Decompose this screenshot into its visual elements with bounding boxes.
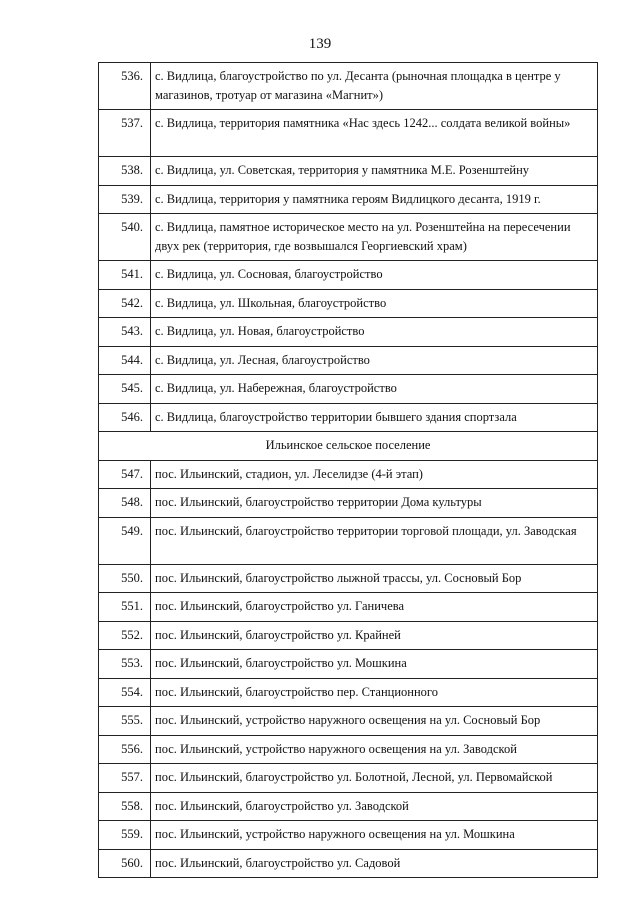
section-title: Ильинское сельское поселение xyxy=(99,432,598,461)
table-row xyxy=(99,157,598,186)
table-row xyxy=(99,764,598,793)
row-description: пос. Ильинский, устройство наружного освещения на ул. Сосновый Бор xyxy=(151,707,598,736)
table-row xyxy=(99,63,598,110)
table-row xyxy=(99,650,598,679)
row-number: 552. xyxy=(99,621,151,650)
row-description: пос. Ильинский, благоустройство ул. Крайней xyxy=(151,621,598,650)
table-row xyxy=(99,707,598,736)
table-row xyxy=(99,403,598,432)
row-number: 541. xyxy=(99,261,151,290)
row-description: с. Видлица, ул. Сосновая, благоустройство xyxy=(151,261,598,290)
row-number: 537. xyxy=(99,110,151,157)
row-number: 543. xyxy=(99,318,151,347)
row-description: пос. Ильинский, благоустройство территории Дома культуры xyxy=(151,489,598,518)
row-number: 536. xyxy=(99,63,151,110)
row-description: пос. Ильинский, благоустройство ул. Ганичева xyxy=(151,593,598,622)
table-row xyxy=(99,110,598,157)
table-row xyxy=(99,489,598,518)
row-description: с. Видлица, ул. Советская, территория у памятника М.Е. Розенштейну xyxy=(151,157,598,186)
row-description: пос. Ильинский, благоустройство ул. Садовой xyxy=(151,849,598,878)
row-number: 547. xyxy=(99,460,151,489)
row-number: 545. xyxy=(99,375,151,404)
row-number: 553. xyxy=(99,650,151,679)
table-row xyxy=(99,261,598,290)
row-number: 555. xyxy=(99,707,151,736)
row-number: 549. xyxy=(99,517,151,564)
table-row xyxy=(99,678,598,707)
row-number: 551. xyxy=(99,593,151,622)
row-description: пос. Ильинский, благоустройство пер. Станционного xyxy=(151,678,598,707)
table-row xyxy=(99,346,598,375)
row-number: 546. xyxy=(99,403,151,432)
table-row xyxy=(99,621,598,650)
row-description: с. Видлица, ул. Школьная, благоустройство xyxy=(151,289,598,318)
table-row xyxy=(99,185,598,214)
table-row xyxy=(99,318,598,347)
row-description: пос. Ильинский, стадион, ул. Леселидзе (4-й этап) xyxy=(151,460,598,489)
row-number: 539. xyxy=(99,185,151,214)
row-description: с. Видлица, благоустройство по ул. Десанта (рыночная площадка в центре у магазинов, тротуар от магазина «Магнит») xyxy=(151,63,598,110)
row-description: с. Видлица, территория памятника «Нас здесь 1242... солдата великой войны» xyxy=(151,110,598,157)
table-row xyxy=(99,517,598,564)
row-number: 538. xyxy=(99,157,151,186)
table-row xyxy=(99,289,598,318)
table-row xyxy=(99,821,598,850)
row-description: с. Видлица, ул. Лесная, благоустройство xyxy=(151,346,598,375)
row-number: 557. xyxy=(99,764,151,793)
table-row xyxy=(99,375,598,404)
row-description: с. Видлица, памятное историческое место на ул. Розенштейна на пересечении двух рек (территория, где возвышался Георгиевский храм) xyxy=(151,214,598,261)
row-number: 548. xyxy=(99,489,151,518)
objects-table xyxy=(98,62,598,878)
row-description: пос. Ильинский, благоустройство ул. Мошкина xyxy=(151,650,598,679)
table-row xyxy=(99,735,598,764)
row-number: 550. xyxy=(99,564,151,593)
row-description: пос. Ильинский, устройство наружного освещения на ул. Мошкина xyxy=(151,821,598,850)
page-number: 139 xyxy=(308,36,332,52)
row-number: 540. xyxy=(99,214,151,261)
row-description: пос. Ильинский, благоустройство территории торговой площади, ул. Заводская xyxy=(151,517,598,564)
row-description: пос. Ильинский, благоустройство ул. Болотной, Лесной, ул. Первомайской xyxy=(151,764,598,793)
table-row xyxy=(99,564,598,593)
row-description: с. Видлица, ул. Новая, благоустройство xyxy=(151,318,598,347)
row-number: 558. xyxy=(99,792,151,821)
row-description: пос. Ильинский, благоустройство лыжной трассы, ул. Сосновый Бор xyxy=(151,564,598,593)
row-number: 556. xyxy=(99,735,151,764)
row-number: 554. xyxy=(99,678,151,707)
row-number: 560. xyxy=(99,849,151,878)
section-header-row xyxy=(99,432,598,461)
table-row xyxy=(99,460,598,489)
table-row xyxy=(99,214,598,261)
row-description: с. Видлица, благоустройство территории бывшего здания спортзала xyxy=(151,403,598,432)
row-number: 544. xyxy=(99,346,151,375)
row-description: с. Видлица, ул. Набережная, благоустройство xyxy=(151,375,598,404)
row-description: с. Видлица, территория у памятника героям Видлицкого десанта, 1919 г. xyxy=(151,185,598,214)
row-number: 542. xyxy=(99,289,151,318)
row-description: пос. Ильинский, благоустройство ул. Заводской xyxy=(151,792,598,821)
table-row xyxy=(99,849,598,878)
table-row xyxy=(99,792,598,821)
row-description: пос. Ильинский, устройство наружного освещения на ул. Заводской xyxy=(151,735,598,764)
row-number: 559. xyxy=(99,821,151,850)
table-row xyxy=(99,593,598,622)
